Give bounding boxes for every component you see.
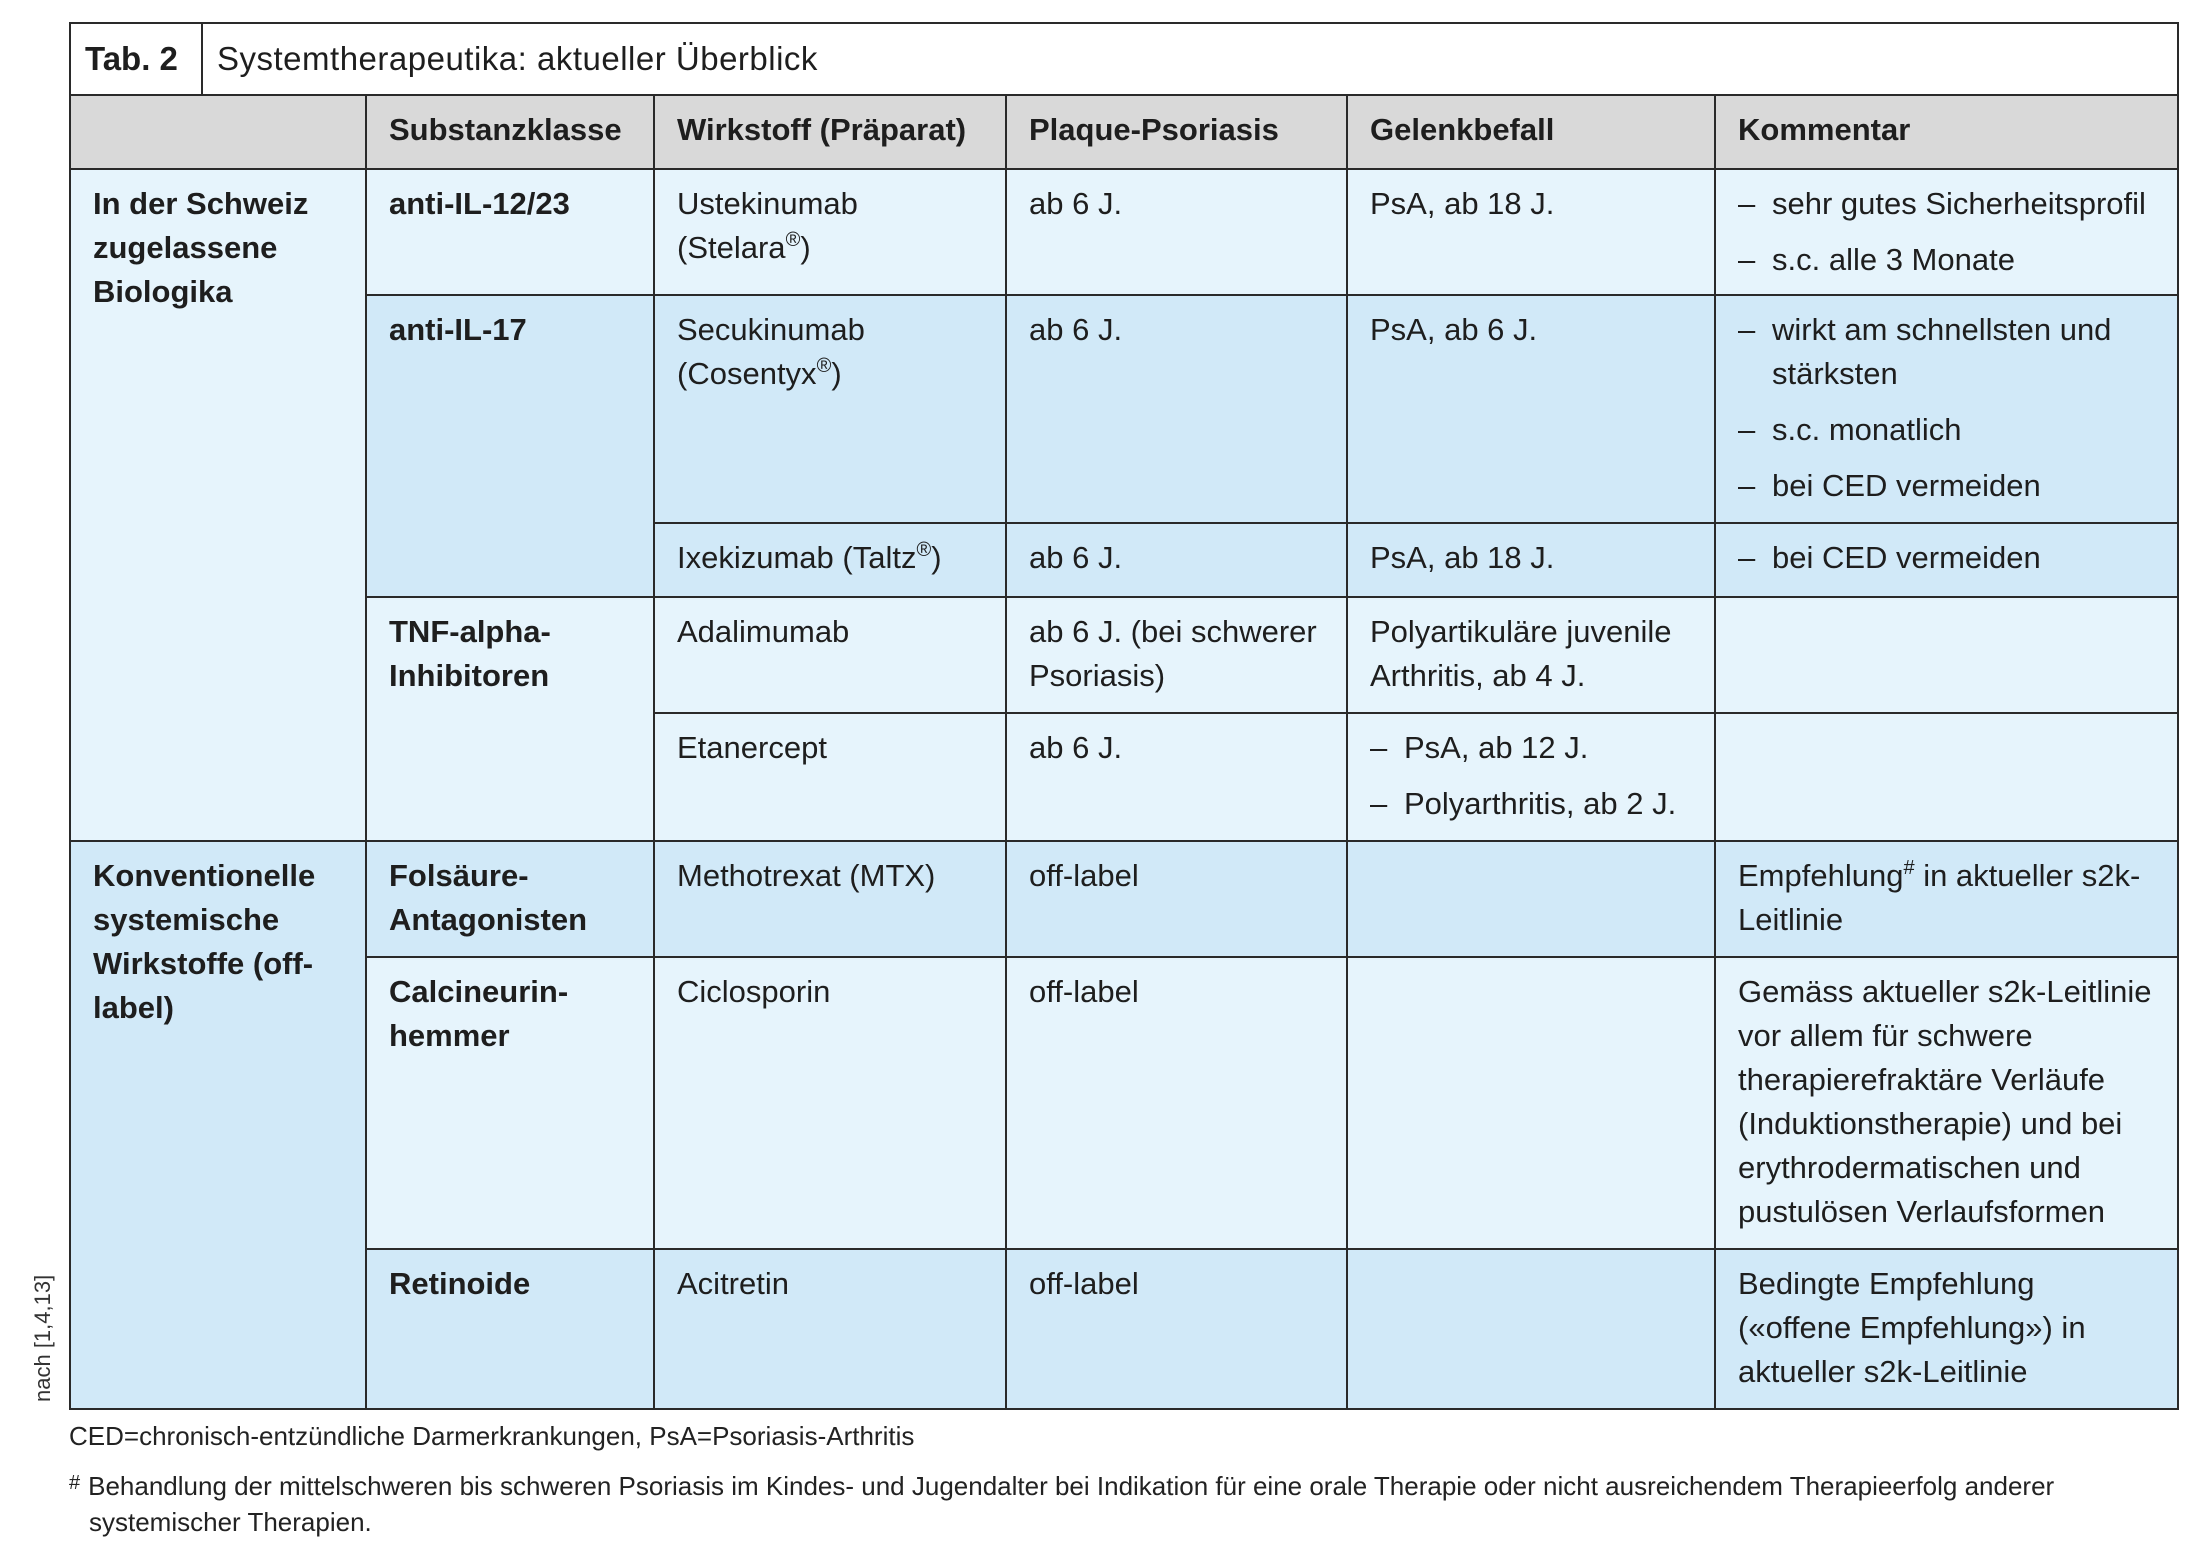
drug-brand: Cosentyx [687, 356, 817, 391]
table-title-row [70, 23, 2178, 95]
table-row [70, 169, 2178, 295]
table-row [70, 841, 2178, 957]
header-empty [70, 95, 366, 169]
comment-text: Empfehlung [1738, 858, 1904, 893]
comment-cell [1715, 295, 2178, 523]
joint-cell [1347, 1249, 1715, 1409]
table-title: Systemtherapeutika: aktueller Überblick [217, 40, 818, 77]
hash-mark: # [1903, 857, 1915, 879]
drug-cell: Acitretin [654, 1249, 1006, 1409]
comment-item: – bei CED vermeiden [1738, 464, 2155, 508]
drug-cell: Methotrexat (MTX) [654, 841, 1006, 957]
header-substanzklasse: Substanzklasse [366, 95, 654, 169]
table-row [70, 957, 2178, 1249]
table-header-row [70, 95, 2178, 169]
plaque-cell: ab 6 J. [1006, 295, 1347, 523]
substance-class-cell: anti-IL-17 [366, 295, 654, 597]
drug-name: Ustekinumab [677, 186, 858, 221]
comment-item: – wirkt am schnellsten und stärksten [1738, 308, 2155, 396]
therapy-table [69, 22, 2179, 1410]
plaque-cell: ab 6 J. (bei schwerer Psoriasis) [1006, 597, 1347, 713]
plaque-cell: ab 6 J. [1006, 169, 1347, 295]
table-row [70, 597, 2178, 713]
joint-cell [1347, 957, 1715, 1249]
joint-cell: PsA, ab 18 J. [1347, 169, 1715, 295]
drug-cell: Ciclosporin [654, 957, 1006, 1249]
registered-mark: ® [916, 539, 932, 561]
header-gelenkbefall: Gelenkbefall [1347, 95, 1715, 169]
drug-brand: Stelara [687, 230, 786, 265]
joint-cell: PsA, ab 18 J. [1347, 523, 1715, 597]
joint-cell [1347, 841, 1715, 957]
joint-cell [1347, 713, 1715, 841]
header-plaque-psoriasis: Plaque-Psoriasis [1006, 95, 1347, 169]
drug-name-close: ) [931, 540, 942, 575]
comment-cell [1715, 841, 2178, 957]
plaque-cell: off-label [1006, 841, 1347, 957]
comment-cell [1715, 597, 2178, 713]
comment-cell [1715, 713, 2178, 841]
footnote-hash-symbol: # [69, 1472, 81, 1494]
substance-class-cell: anti-IL-12/23 [366, 169, 654, 295]
registered-mark: ® [816, 355, 832, 377]
comment-item: – sehr gutes Sicherheitsprofil [1738, 182, 2155, 226]
comment-item: – bei CED vermeiden [1738, 536, 2155, 580]
joint-item: – Polyarthritis, ab 2 J. [1370, 782, 1692, 826]
substance-class-cell: Retinoide [366, 1249, 654, 1409]
comment-cell: Bedingte Empfehlung («offene Empfehlung») in aktueller s2k-Leitlinie [1715, 1249, 2178, 1409]
therapy-table-container [69, 22, 2177, 1410]
drug-name: Secukinumab [677, 312, 865, 347]
comment-cell [1715, 169, 2178, 295]
group-label-konventionell: Konventionelle systemische Wirkstoffe (off-label) [70, 841, 366, 1409]
substance-class-cell: TNF-alpha-Inhibitoren [366, 597, 654, 841]
drug-cell: Ustekinumab (Stelara®) [654, 169, 1006, 295]
drug-cell: Adalimumab [654, 597, 1006, 713]
drug-cell [654, 523, 1006, 597]
table-label: Tab. 2 [71, 24, 203, 94]
footnote-hash [69, 1465, 2197, 1540]
plaque-cell: off-label [1006, 1249, 1347, 1409]
plaque-cell: off-label [1006, 957, 1347, 1249]
group-label-biologika: In der Schweiz zugelassene Biologika [70, 169, 366, 841]
comment-text-cont: in aktueller s2k-Leitlinie [1738, 858, 2141, 937]
plaque-cell: ab 6 J. [1006, 713, 1347, 841]
table-row [70, 295, 2178, 523]
comment-cell: Gemäss aktueller s2k-Leitlinie vor allem für schwere therapierefraktäre Verläufe (Induktionstherapie) und bei erythrodermatischen und pustulösen Verlaufsformen [1715, 957, 2178, 1249]
drug-name: Ixekizumab (Taltz [677, 540, 917, 575]
footnote-abbreviations: CED=chronisch-entzündliche Darmerkrankungen, PsA=Psoriasis-Arthritis [69, 1421, 915, 1451]
comment-cell [1715, 523, 2178, 597]
header-wirkstoff: Wirkstoff (Präparat) [654, 95, 1006, 169]
substance-class-cell: Folsäure-Antagonisten [366, 841, 654, 957]
registered-mark: ® [785, 229, 801, 251]
comment-item: – s.c. monatlich [1738, 408, 2155, 452]
joint-cell: PsA, ab 6 J. [1347, 295, 1715, 523]
drug-cell: Secukinumab (Cosentyx®) [654, 295, 1006, 523]
comment-item: – s.c. alle 3 Monate [1738, 238, 2155, 282]
footnote-hash-text: Behandlung der mittelschweren bis schweren Psoriasis im Kindes- und Jugendalter bei Indikation für eine orale Therapie oder nicht ausreichendem Therapieerfolg anderer systemischer Therapien. [88, 1471, 2055, 1537]
joint-item: – PsA, ab 12 J. [1370, 726, 1692, 770]
plaque-cell: ab 6 J. [1006, 523, 1347, 597]
drug-cell: Etanercept [654, 713, 1006, 841]
header-kommentar: Kommentar [1715, 95, 2178, 169]
substance-class-cell: Calcineurin-hemmer [366, 957, 654, 1249]
joint-cell: Polyartikuläre juvenile Arthritis, ab 4 J. [1347, 597, 1715, 713]
source-note: nach [1,4,13] [30, 1274, 55, 1402]
table-row [70, 1249, 2178, 1409]
